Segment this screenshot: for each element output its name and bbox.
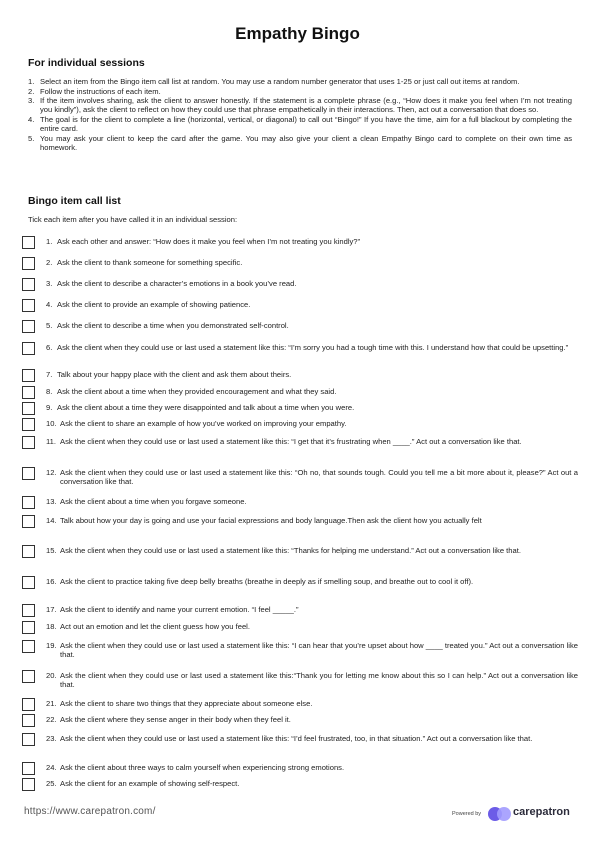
tick-checkbox[interactable]: [22, 320, 35, 333]
tick-checkbox[interactable]: [22, 640, 35, 653]
instruction-item: 5. You may ask your client to keep the card after the game. You may also give your client a clean Empathy Bingo card to complete on their own time as homework.: [28, 133, 572, 152]
tick-checkbox[interactable]: [22, 515, 35, 528]
tick-checkbox[interactable]: [22, 386, 35, 399]
powered-by-label: Powered by: [452, 811, 482, 817]
tick-checkbox[interactable]: [22, 621, 35, 634]
tick-checkbox[interactable]: [22, 670, 35, 683]
tick-checkbox[interactable]: [22, 714, 35, 727]
tick-checkbox[interactable]: [22, 762, 35, 775]
tick-checkbox[interactable]: [22, 778, 35, 791]
tick-checkbox[interactable]: [22, 576, 35, 589]
instructions-list: [28, 77, 572, 152]
tick-checkbox[interactable]: [22, 369, 35, 382]
tick-checkbox[interactable]: [22, 257, 35, 270]
footer-url-link[interactable]: https://www.carepatron.com/: [24, 806, 156, 817]
page-title: Empathy Bingo: [235, 24, 360, 43]
instruction-item: 3. If the item involves sharing, ask the client to answer honestly. If the statement is a complete phrase (e.g., “How does it make you feel when I’m not treating you kindly”), ask the client to reflect on how they could use that phrase empathetically in their interactions. Then, act out a conversation that does so.: [28, 96, 572, 115]
tick-checkbox[interactable]: [22, 342, 35, 355]
tick-checkbox[interactable]: [22, 698, 35, 711]
tick-checkbox[interactable]: [22, 299, 35, 312]
instruction-item: 1. Select an item from the Bingo item call list at random. You may use a random number generator that uses 1-25 or just call out items at random.: [28, 77, 520, 86]
tick-checkbox[interactable]: [22, 496, 35, 509]
section-heading-bingo-call-list: Bingo item call list: [28, 195, 121, 207]
section-heading-individual-sessions: For individual sessions: [28, 57, 145, 69]
logo-wordmark: carepatron: [513, 806, 570, 818]
tick-checkbox[interactable]: [22, 467, 35, 480]
tick-checkbox[interactable]: [22, 236, 35, 249]
call-list-intro: Tick each item after you have called it in an individual session:: [28, 215, 238, 224]
tick-checkbox[interactable]: [22, 278, 35, 291]
tick-checkbox[interactable]: [22, 733, 35, 746]
tick-checkbox[interactable]: [22, 402, 35, 415]
tick-checkbox[interactable]: [22, 418, 35, 431]
carepatron-logo-icon: [488, 806, 512, 822]
carepatron-logo: [488, 804, 574, 824]
instruction-item: 2. Follow the instructions of each item.: [28, 86, 161, 96]
tick-checkbox[interactable]: [22, 436, 35, 449]
tick-checkbox[interactable]: [22, 604, 35, 617]
tick-checkbox[interactable]: [22, 545, 35, 558]
instruction-item: 4. The goal is for the client to complete a line (horizontal, vertical, or diagonal) to call out “Bingo!” If you have the time, aim for a full blackout by completing the entire card.: [28, 114, 572, 133]
